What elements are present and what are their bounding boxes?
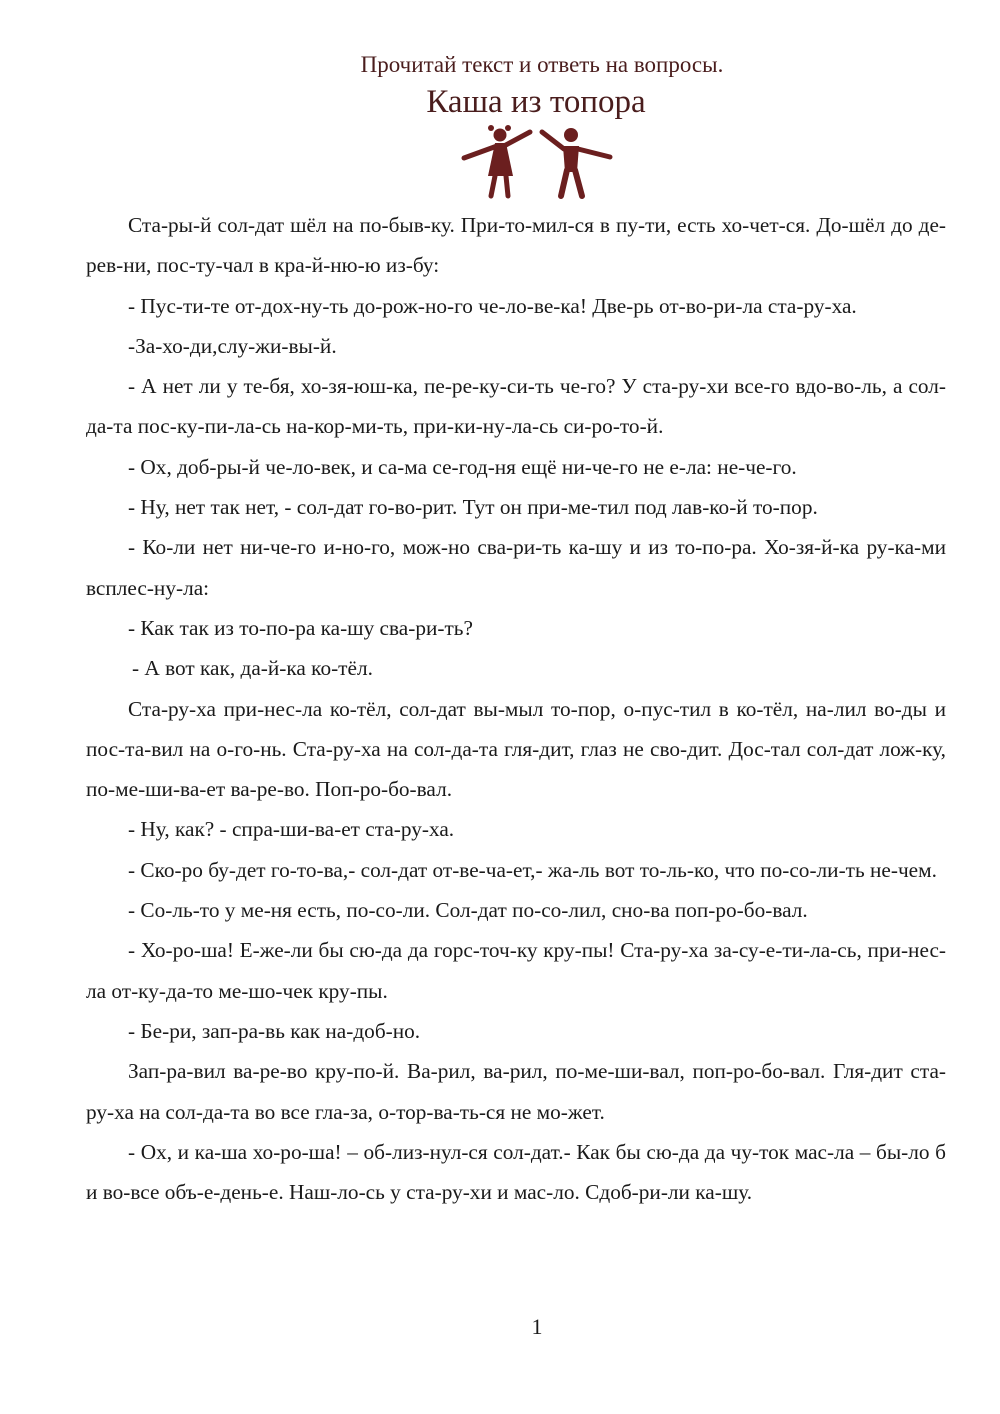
children-icon — [458, 124, 614, 200]
story-title: Каша из топора — [426, 84, 646, 120]
paragraph: - Ско-ро бу-дет го-то-ва,- сол-дат от-ве-ча-ет,- жа-ль вот то-ль-ко, что по-со-ли-ть не-чем. — [128, 857, 937, 882]
paragraph: - Как так из то-по-ра ка-шу сва-ри-ть? — [128, 615, 473, 640]
paragraph: -За-хо-ди,слу-жи-вы-й. — [128, 333, 337, 358]
paragraph: - Ну, как? - спра-ши-ва-ет ста-ру-ха. — [128, 817, 455, 842]
paragraph: - Пус-ти-те от-дох-ну-ть до-рож-но-го че-ло-ве-ка! Две-рь от-во-ри-ла ста-ру-ха. — [128, 293, 857, 318]
paragraph: - Хо-ро-ша! Е-же-ли бы сю-да да горс-точ-ку кру-пы! Ста-ру-ха за-су-е-ти-ла-сь, при-нес-ла от-ку-да-то ме-шо-чек кру-пы. — [86, 938, 946, 1003]
paragraph: - А нет ли у те-бя, хо-зя-юш-ка, пе-ре-ку-си-ть че-го? У ста-ру-хи все-го вдо-во-ль, а сол-да-та пос-ку-пи-ла-сь на-кор-ми-ть, при-ки-ну-ла-сь си-ро-то-й. — [86, 374, 946, 439]
paragraph: - А вот как, да-й-ка ко-тёл. — [132, 656, 373, 681]
story-text — [86, 205, 946, 1212]
paragraph: - Ох, доб-ры-й че-ло-век, и са-ма се-год-ня ещё ни-че-го не е-ла: не-че-го. — [128, 454, 797, 479]
page-number: 1 — [531, 1314, 543, 1339]
paragraph: - Со-ль-то у ме-ня есть, по-со-ли. Сол-дат по-со-лил, сно-ва поп-ро-бо-вал. — [128, 898, 808, 923]
instruction-text: Прочитай текст и ответь на вопросы. — [360, 52, 724, 77]
paragraph: - Бе-ри, зап-ра-вь как на-доб-но. — [128, 1018, 421, 1043]
paragraph: - Ну, нет так нет, - сол-дат го-во-рит. Тут он при-ме-тил под лав-ко-й то-пор. — [128, 495, 818, 520]
paragraph: Зап-ра-вил ва-ре-во кру-по-й. Ва-рил, ва-рил, по-ме-ши-вал, поп-ро-бо-вал. Гля-дит ста-ру-ха на сол-да-та во все гла-за, о-тор-ва-ть-ся не мо-жет. — [86, 1059, 946, 1124]
paragraph: Ста-ру-ха при-нес-ла ко-тёл, сол-дат вы-мыл то-пор, о-пус-тил в ко-тёл, на-лил во-ды и пос-та-вил на о-го-нь. Ста-ру-ха на сол-да-та гля-дит, глаз не сво-дит. Дос-тал сол-дат лож-ку, по-ме-ши-ва-ет ва-ре-во. Поп-ро-бо-вал. — [86, 696, 946, 802]
paragraph: Ста-ры-й сол-дат шёл на по-быв-ку. При-то-мил-ся в пу-ти, есть хо-чет-ся. До-шёл до де-рев-ни, пос-ту-чал в кра-й-ню-ю из-бу: — [86, 213, 946, 278]
paragraph: - Ко-ли нет ни-че-го и-но-го, мож-но сва-ри-ть ка-шу и из то-по-ра. Хо-зя-й-ка ру-ка-ми всплес-ну-ла: — [86, 535, 946, 600]
paragraph: - Ох, и ка-ша хо-ро-ша! – об-лиз-нул-ся сол-дат.- Как бы сю-да да чу-ток мас-ла – бы-ло б и во-все объ-е-день-е. Наш-ло-сь у ста-ру-хи и мас-ло. Сдоб-ри-ли ка-шу. — [86, 1139, 946, 1205]
